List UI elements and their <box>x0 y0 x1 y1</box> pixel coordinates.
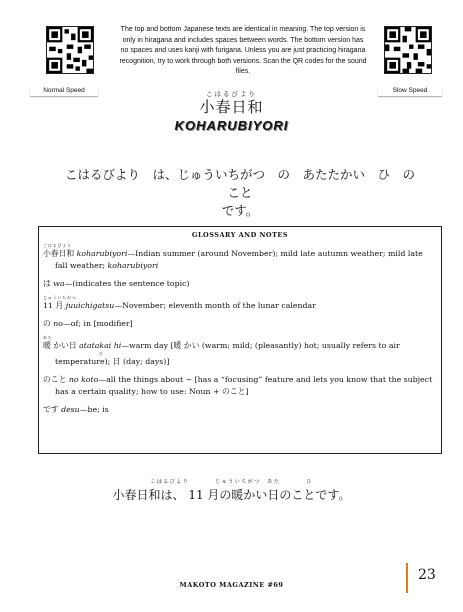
entry-definition: —(indicates the sentence topic) <box>64 279 190 288</box>
entry-continuation: fall weather; <box>55 261 108 270</box>
title-romaji: KOHARUBIYORI <box>174 118 289 133</box>
entry-continuation-furigana: ひ <box>99 351 104 356</box>
hiragana-line-1: こはるびより は、じゅういちがつ の あたたかい ひ の こと <box>64 167 428 200</box>
qr-code-slow-speed[interactable] <box>384 26 432 74</box>
entry-continuation-romaji: koharubiyori <box>107 261 159 270</box>
glossary-entry <box>43 404 437 416</box>
entry-term: です <box>43 405 59 414</box>
qr-code-icon <box>385 27 431 73</box>
instructions-text: The top and bottom Japanese texts are identical in meaning. The top version is only in hiragana and includes spaces between words. The bottom version has no spaces and uses kanji with furigana. Unless you are just practicing hiragana recognition, try to work through both versions. Scan the QR codes for the sound files. <box>119 26 367 75</box>
entry-term: 11 月 <box>43 301 64 310</box>
glossary-entry <box>43 278 437 290</box>
title-kanji: 小春日和 <box>199 98 264 116</box>
hiragana-version <box>60 166 428 220</box>
sentence-furigana: こはるびより じゅういちがつ あた ひ <box>150 479 313 485</box>
page-number-divider <box>406 563 408 593</box>
glossary-entry <box>43 374 437 398</box>
entry-definition: —all the things about ~ [has a “focusing” feature and lets you know that the subject <box>98 375 433 384</box>
magazine-footer: MAKOTO MAGAZINE #69 <box>179 581 284 589</box>
glossary-entry <box>43 336 437 368</box>
entry-continuation: temperature); 日 (day; days)] <box>55 357 170 366</box>
entry-term: の <box>43 319 51 328</box>
entry-definition: —of; in [modifier] <box>63 319 133 328</box>
glossary-entry <box>43 296 437 312</box>
entry-term: 暖 かい日 <box>43 341 77 350</box>
qr-code-normal-speed[interactable] <box>46 26 94 74</box>
entry-term: のこと <box>43 375 67 384</box>
entry-romaji: no koto <box>68 375 99 384</box>
entry-continuation: has a certain quality; how to use: Noun + のこと] <box>55 387 249 396</box>
kanji-sentence: 小春日和は、 11 月の暖かい日のことです。 <box>112 488 351 502</box>
entry-term: は <box>43 279 51 288</box>
entry-romaji: koharubiyori <box>76 249 128 258</box>
entry-furigana: あた <box>43 335 53 340</box>
entry-romaji: no <box>53 319 63 328</box>
glossary-entry <box>43 244 437 272</box>
slow-speed-label: Slow Speed <box>378 86 442 96</box>
entry-romaji: wa <box>53 279 65 288</box>
qr-code-icon <box>47 27 93 73</box>
title-furigana: こはるびより <box>206 90 257 98</box>
glossary-entry <box>43 318 437 330</box>
glossary-title: GLOSSARY AND NOTES <box>191 231 289 239</box>
normal-speed-label: Normal Speed <box>30 86 98 96</box>
entry-romaji: juuichigatsu <box>65 301 115 310</box>
entry-furigana: こはるびより <box>43 243 72 248</box>
glossary-box <box>38 226 442 454</box>
page-number: 23 <box>418 567 436 583</box>
entry-furigana: じゅういちがつ <box>43 295 77 300</box>
entry-definition: —November; eleventh month of the lunar calendar <box>114 301 316 310</box>
entry-definition: —Indian summer (around November); mild late autumn weather; mild late <box>127 249 423 258</box>
entry-term: 小春日和 <box>43 249 75 258</box>
entry-definition: —be; is <box>79 405 109 414</box>
entry-definition: —warm day [暖 かい (warm; mild; (pleasantly) hot; usually refers to air <box>121 341 400 350</box>
entry-romaji: atatakai hi <box>79 341 122 350</box>
hiragana-line-2: です。 <box>221 203 259 218</box>
entry-romaji: desu <box>61 405 80 414</box>
